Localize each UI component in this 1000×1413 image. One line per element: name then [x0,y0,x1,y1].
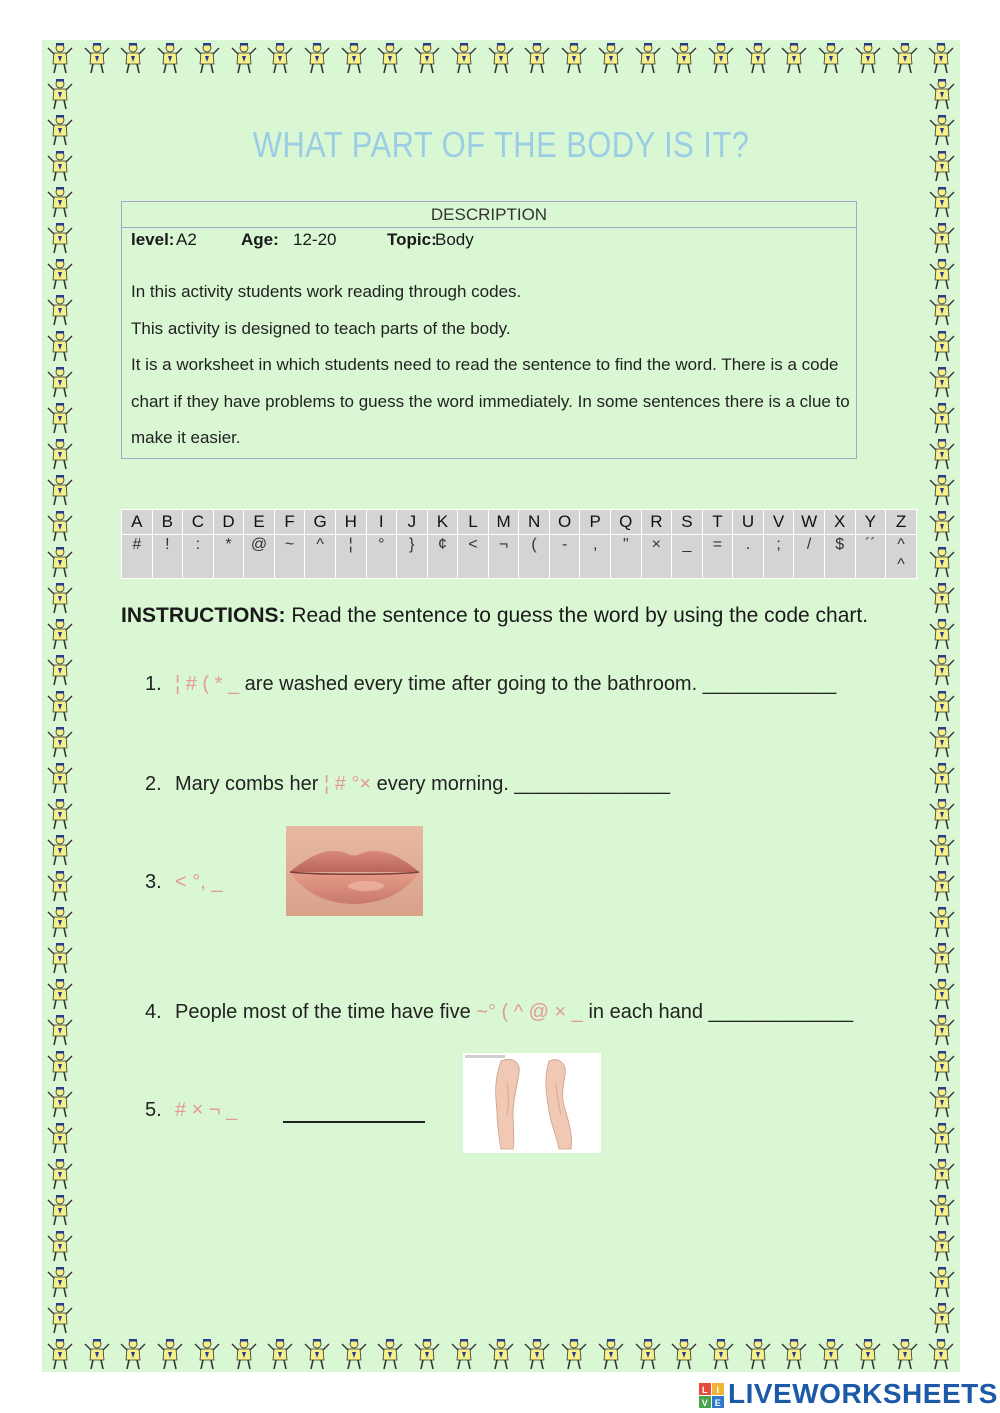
code-chart [121,509,917,579]
cartoon-figure-icon [45,78,75,110]
cartoon-figure-icon [45,186,75,218]
chart-letter: E [244,510,275,535]
decorative-border-right [924,76,960,1336]
cartoon-figure-icon [927,510,957,542]
decorative-border-left [42,76,78,1336]
cartoon-figure-icon [45,258,75,290]
cartoon-figure-icon [45,222,75,254]
logo-letter: I [716,1384,720,1395]
chart-code: @ [244,535,275,579]
chart-letter: B [152,510,183,535]
chart-code: ; [763,535,794,579]
coded-word: # × ¬ _ [175,1099,238,1121]
cartoon-figure-icon [412,42,442,74]
cartoon-figure-icon [45,942,75,974]
instructions-text: Read the sentence to guess the word by using the code chart. [285,604,869,627]
chart-letter: T [702,510,733,535]
cartoon-figure-icon [927,150,957,182]
chart-letter: M [488,510,519,535]
chart-code: × [641,535,672,579]
cartoon-figure-icon [927,1050,957,1082]
cartoon-figure-icon [45,294,75,326]
cartoon-figure-icon [816,1338,846,1370]
coded-word: ¦ # ( * _ [175,673,240,695]
instructions-label: INSTRUCTIONS: [121,604,286,627]
question-2 [145,773,670,796]
question-number: 1. [145,673,162,695]
cartoon-figure-icon [927,258,957,290]
cartoon-figure-icon [45,546,75,578]
chart-code: $ [824,535,855,579]
cartoon-figure-icon [927,906,957,938]
cartoon-figure-icon [118,42,148,74]
chart-letter: O [549,510,580,535]
cartoon-figure-icon [45,618,75,650]
question-text-pre: Mary combs her [175,773,324,795]
question-1 [145,673,836,696]
cartoon-figure-icon [927,1014,957,1046]
chart-letter: X [824,510,855,535]
coded-word: ¦ # °× [323,773,372,795]
cartoon-figure-icon [927,654,957,686]
cartoon-figure-icon [45,1194,75,1226]
question-number: 3. [145,871,162,893]
cartoon-figure-icon [45,1230,75,1262]
chart-letter: N [519,510,550,535]
chart-code: ¦ [335,535,366,579]
cartoon-figure-icon [633,1338,663,1370]
cartoon-figure-icon [265,1338,295,1370]
cartoon-figure-icon [45,1122,75,1154]
cartoon-figure-icon [559,42,589,74]
brand-name: LIVEWORKSHEETS [728,1378,998,1409]
cartoon-figure-icon [926,1338,956,1370]
cartoon-figure-icon [927,114,957,146]
code-chart-letters-row [122,510,917,535]
cartoon-figure-icon [927,294,957,326]
cartoon-figure-icon [486,1338,516,1370]
chart-letter: K [427,510,458,535]
cartoon-figure-icon [669,42,699,74]
cartoon-figure-icon [927,546,957,578]
chart-letter: Y [855,510,886,535]
cartoon-figure-icon [927,834,957,866]
cartoon-figure-icon [45,1302,75,1334]
cartoon-figure-icon [45,1086,75,1118]
cartoon-figure-icon [779,1338,809,1370]
chart-code: ´´ [855,535,886,579]
cartoon-figure-icon [927,582,957,614]
chart-letter: S [672,510,703,535]
cartoon-figure-icon [302,1338,332,1370]
answer-blank[interactable] [283,1121,425,1123]
cartoon-figure-icon [633,42,663,74]
description-box [121,201,857,459]
chart-letter: Q [611,510,642,535]
chart-letter: F [274,510,305,535]
description-text [131,274,851,457]
cartoon-figure-icon [45,762,75,794]
cartoon-figure-icon [890,42,920,74]
cartoon-figure-icon [559,1338,589,1370]
cartoon-figure-icon [853,42,883,74]
logo-letter: L [702,1384,708,1395]
cartoon-figure-icon [375,1338,405,1370]
chart-letter: A [122,510,153,535]
cartoon-figure-icon [45,1158,75,1190]
cartoon-figure-icon [375,42,405,74]
chart-code: * [213,535,244,579]
cartoon-figure-icon [706,1338,736,1370]
chart-code: < [458,535,489,579]
cartoon-figure-icon [45,42,75,74]
age-label: Age: [241,230,279,249]
cartoon-figure-icon [192,42,222,74]
cartoon-figure-icon [45,114,75,146]
cartoon-figure-icon [927,690,957,722]
chart-letter: U [733,510,764,535]
cartoon-figure-icon [486,42,516,74]
cartoon-figure-icon [155,1338,185,1370]
cartoon-figure-icon [45,870,75,902]
cartoon-figure-icon [118,1338,148,1370]
chart-code: : [183,535,214,579]
chart-letter: R [641,510,672,535]
cartoon-figure-icon [927,618,957,650]
liveworksheets-brand[interactable] [699,1378,998,1410]
cartoon-figure-icon [927,1122,957,1154]
cartoon-figure-icon [45,1266,75,1298]
question-text-post: are washed every time after going to the bathroom. ____________ [239,673,837,695]
cartoon-figure-icon [927,978,957,1010]
meta-row [131,230,474,250]
question-text-post: every morning. ______________ [371,773,671,795]
cartoon-figure-icon [45,510,75,542]
cartoon-figure-icon [927,870,957,902]
description-paragraph: In this activity students work reading through codes. [131,282,522,301]
cartoon-figure-icon [927,942,957,974]
chart-code: } [397,535,428,579]
cartoon-figure-icon [927,1086,957,1118]
cartoon-figure-icon [45,438,75,470]
cartoon-figure-icon [229,42,259,74]
chart-letter: W [794,510,825,535]
chart-letter: J [397,510,428,535]
cartoon-figure-icon [82,1338,112,1370]
cartoon-figure-icon [449,1338,479,1370]
cartoon-figure-icon [596,42,626,74]
cartoon-figure-icon [927,366,957,398]
cartoon-figure-icon [45,798,75,830]
description-paragraph: It is a worksheet in which students need to read the sentence to find the word. There is a code chart if they have problems to guess the word immediately. In some sentences there is a clue to make it easier. [131,355,850,447]
cartoon-figure-icon [45,834,75,866]
chart-code: _ [672,535,703,579]
cartoon-figure-icon [853,1338,883,1370]
question-number: 2. [145,773,162,795]
cartoon-figure-icon [926,42,956,74]
logo-letter: V [701,1397,709,1408]
cartoon-figure-icon [927,1158,957,1190]
cartoon-figure-icon [45,402,75,434]
cartoon-figure-icon [927,222,957,254]
chart-code: ^ [305,535,336,579]
chart-code: = [702,535,733,579]
chart-letter: I [366,510,397,535]
arms-image [463,1053,601,1153]
decorative-border-bottom [42,1336,960,1372]
cartoon-figure-icon [927,1302,957,1334]
level-value: A2 [176,230,197,249]
chart-letter: G [305,510,336,535]
decorative-border-top [42,40,960,76]
cartoon-figure-icon [706,42,736,74]
cartoon-figure-icon [155,42,185,74]
cartoon-figure-icon [45,690,75,722]
cartoon-figure-icon [927,186,957,218]
cartoon-figure-icon [192,1338,222,1370]
cartoon-figure-icon [669,1338,699,1370]
cartoon-figure-icon [302,42,332,74]
coded-word: < °, _ [175,871,223,893]
chart-code: ! [152,535,183,579]
cartoon-figure-icon [927,402,957,434]
cartoon-figure-icon [927,1230,957,1262]
chart-letter: D [213,510,244,535]
cartoon-figure-icon [45,150,75,182]
chart-code: - [549,535,580,579]
cartoon-figure-icon [779,42,809,74]
cartoon-figure-icon [82,42,112,74]
cartoon-figure-icon [45,1338,75,1370]
logo-letter: E [714,1397,722,1408]
cartoon-figure-icon [927,798,957,830]
question-text-pre: People most of the time have five [175,1001,477,1023]
cartoon-figure-icon [816,42,846,74]
cartoon-figure-icon [45,366,75,398]
cartoon-figure-icon [927,438,957,470]
chart-letter: Z [886,510,917,535]
cartoon-figure-icon [45,330,75,362]
chart-letter: V [763,510,794,535]
cartoon-figure-icon [45,906,75,938]
chart-code: ( [519,535,550,579]
question-text-post: in each hand _____________ [582,1001,854,1023]
cartoon-figure-icon [449,42,479,74]
cartoon-figure-icon [522,42,552,74]
question-5 [145,1099,237,1122]
chart-letter: C [183,510,214,535]
liveworksheets-logo-icon [699,1383,725,1409]
cartoon-figure-icon [743,1338,773,1370]
description-paragraph: This activity is designed to teach parts of the body. [131,318,511,338]
cartoon-figure-icon [927,1194,957,1226]
chart-code: ° [366,535,397,579]
chart-code: # [122,535,153,579]
question-number: 5. [145,1099,162,1121]
chart-letter: P [580,510,611,535]
chart-code: . [733,535,764,579]
cartoon-figure-icon [45,1050,75,1082]
worksheet-title: WHAT PART OF THE BODY IS IT? [252,124,750,165]
cartoon-figure-icon [265,42,295,74]
cartoon-figure-icon [45,654,75,686]
chart-letter: H [335,510,366,535]
cartoon-figure-icon [927,726,957,758]
cartoon-figure-icon [522,1338,552,1370]
level-label: level: [131,230,175,249]
worksheet-page [42,40,960,1372]
coded-word: ~° ( ^ @ × _ [476,1001,583,1023]
topic-value: Body [435,230,474,249]
cartoon-figure-icon [45,726,75,758]
cartoon-figure-icon [927,762,957,794]
cartoon-figure-icon [339,1338,369,1370]
chart-code: / [794,535,825,579]
instructions [121,604,868,628]
topic-label: Topic: [387,230,437,249]
cartoon-figure-icon [45,582,75,614]
cartoon-figure-icon [45,1014,75,1046]
chart-code: ¬ [488,535,519,579]
cartoon-figure-icon [927,474,957,506]
chart-code: ~ [274,535,305,579]
cartoon-figure-icon [927,330,957,362]
chart-letter: L [458,510,489,535]
chart-code: , [580,535,611,579]
description-header: DESCRIPTION [122,202,856,228]
cartoon-figure-icon [890,1338,920,1370]
chart-code: ^ ^ [886,535,917,579]
chart-code: " [611,535,642,579]
lips-image [286,826,423,916]
cartoon-figure-icon [45,474,75,506]
cartoon-figure-icon [45,978,75,1010]
question-number: 4. [145,1001,162,1023]
cartoon-figure-icon [596,1338,626,1370]
cartoon-figure-icon [743,42,773,74]
cartoon-figure-icon [927,78,957,110]
question-3 [145,871,222,894]
cartoon-figure-icon [229,1338,259,1370]
cartoon-figure-icon [339,42,369,74]
chart-code: ¢ [427,535,458,579]
cartoon-figure-icon [927,1266,957,1298]
question-4 [145,1001,853,1024]
cartoon-figure-icon [412,1338,442,1370]
code-chart-codes-row [122,535,917,579]
age-value: 12-20 [293,230,337,249]
